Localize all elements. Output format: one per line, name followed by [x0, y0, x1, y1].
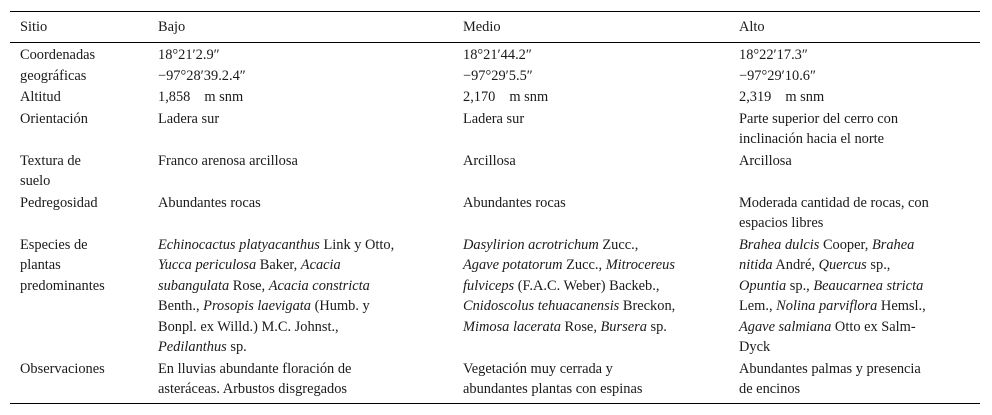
cell-line: abundantes plantas con espinas: [463, 381, 643, 397]
label-line: predominantes: [20, 277, 105, 294]
cell-line: de encinos: [739, 381, 801, 397]
table-row-observaciones: [10, 359, 980, 400]
row-label: Orientación: [20, 110, 88, 127]
species-name: Cnidoscolus tehuacanensis: [463, 298, 620, 314]
label-line: plantas: [20, 257, 61, 273]
species-line: [739, 255, 980, 276]
cell-bajo: Franco arenosa arcillosa: [158, 152, 298, 169]
species-line: [158, 255, 453, 276]
species-authority: Otto ex Salm-: [831, 318, 916, 335]
altitude-unit: m snm: [785, 89, 825, 105]
longitude-value: −97°28′39.2.4″: [158, 67, 246, 84]
species-line: [158, 296, 453, 317]
species-authority: Bonpl. ex Willd.) M.C. Johnst.,: [158, 318, 339, 335]
altitude-unit: m snm: [509, 89, 549, 105]
species-authority: Baker,: [256, 257, 301, 273]
species-authority: Rose,: [560, 318, 601, 335]
row-label: Pedregosidad: [20, 194, 98, 211]
species-name: Brahea dulcis: [739, 236, 820, 253]
species-line: [463, 235, 729, 256]
label-line: geográficas: [20, 67, 87, 84]
cell-line: espacios libres: [739, 215, 824, 231]
species-authority: sp.: [646, 318, 667, 335]
cell-bajo: [148, 235, 453, 358]
species-line: [739, 296, 980, 317]
table-row-especies: [10, 235, 980, 359]
cell-medio: [453, 45, 729, 86]
table-row-altitud: [10, 87, 980, 109]
species-authority: Lem.,: [739, 298, 777, 314]
cell-alto: Arcillosa: [739, 152, 792, 169]
species-name: Mitrocereus: [605, 257, 675, 273]
cell-line: En lluvias abundante floración de: [158, 360, 352, 377]
cell-medio: [453, 359, 729, 400]
species-name: Bursera: [600, 318, 647, 335]
species-line: [463, 276, 729, 297]
cell-bajo: Abundantes rocas: [158, 194, 261, 211]
species-name: Echinocactus platyacanthus: [158, 236, 320, 253]
row-label: [10, 45, 148, 86]
species-line: [739, 337, 980, 358]
species-line: [158, 235, 453, 256]
species-authority: Cooper,: [819, 236, 872, 253]
cell-bajo: [148, 359, 453, 400]
species-line: [158, 317, 453, 338]
species-name: nitida: [739, 257, 773, 273]
cell-bajo: Ladera sur: [158, 110, 220, 127]
altitude-value: 1,858: [158, 89, 191, 105]
site-characteristics-table: [10, 11, 980, 404]
latitude-value: 18°21′44.2″: [463, 47, 532, 63]
cell-medio: Arcillosa: [463, 152, 516, 169]
species-authority: Benth.,: [158, 298, 204, 314]
species-line: [158, 276, 453, 297]
species-line: [463, 255, 729, 276]
species-authority: Rose,: [229, 277, 269, 294]
latitude-value: 18°22′17.3″: [739, 47, 808, 63]
cell-line: Parte superior del cerro con: [739, 110, 899, 127]
species-authority: Link y Otto,: [319, 236, 395, 253]
species-line: [739, 276, 980, 297]
species-name: Agave potatorum: [463, 257, 563, 273]
row-label: Altitud: [20, 89, 61, 105]
cell-alto: [729, 193, 980, 234]
species-name: Acacia: [300, 257, 341, 273]
cell-medio: [453, 87, 729, 108]
label-line: Textura de: [20, 152, 81, 169]
species-name: Yucca periculosa: [158, 257, 257, 273]
cell-line: Abundantes palmas y presencia: [739, 360, 921, 377]
cell-medio: Abundantes rocas: [463, 194, 566, 211]
header-medio: Medio: [463, 18, 501, 35]
row-label: [10, 151, 148, 192]
species-name: Acacia constricta: [268, 277, 370, 294]
header-row: [10, 12, 980, 42]
species-line: [463, 317, 729, 338]
species-name: Quercus: [818, 257, 867, 273]
species-authority: Hemsl.,: [877, 298, 926, 314]
cell-line: Vegetación muy cerrada y: [463, 360, 613, 377]
header-sitio: Sitio: [20, 18, 48, 35]
species-name: Pedilanthus: [158, 339, 227, 355]
species-line: [739, 235, 980, 256]
altitude-unit: m snm: [204, 89, 244, 105]
altitude-value: 2,170: [463, 89, 496, 105]
cell-alto: [729, 87, 980, 108]
header-alto: Alto: [739, 18, 765, 35]
species-name: subangulata: [158, 277, 230, 294]
cell-line: inclinación hacia el norte: [739, 131, 885, 147]
cell-bajo: [148, 45, 453, 86]
cell-bajo: [148, 87, 453, 108]
species-name: Nolina parviflora: [776, 298, 878, 314]
table-row-textura: [10, 151, 980, 193]
table-row-orientacion: [10, 109, 980, 151]
species-authority: Zucc.,: [598, 236, 639, 253]
row-label: [10, 235, 148, 358]
species-line: [158, 337, 453, 358]
cell-line: Moderada cantidad de rocas, con: [739, 194, 929, 211]
label-line: suelo: [20, 173, 51, 189]
species-authority: Breckon,: [619, 298, 676, 314]
label-line: Especies de: [20, 236, 88, 253]
longitude-value: −97°29′5.5″: [463, 67, 533, 84]
species-authority: Dyck: [739, 339, 771, 355]
cell-line: asteráceas. Arbustos disgregados: [158, 381, 348, 397]
species-line: [739, 317, 980, 338]
bottom-rule: [10, 403, 980, 404]
species-authority: sp.,: [866, 257, 891, 273]
species-authority: André,: [772, 257, 819, 273]
species-name: Agave salmiana: [739, 318, 832, 335]
species-name: Mimosa lacerata: [463, 318, 561, 335]
table-row-pedregosidad: [10, 193, 980, 235]
species-authority: Zucc.,: [562, 257, 606, 273]
cell-alto: [729, 109, 980, 150]
species-authority: sp.: [226, 339, 247, 355]
species-name: fulviceps: [463, 277, 515, 294]
cell-alto: [729, 359, 980, 400]
latitude-value: 18°21′2.9″: [158, 47, 220, 63]
cell-alto: [729, 235, 980, 358]
species-name: Opuntia: [739, 277, 787, 294]
species-line: [463, 296, 729, 317]
species-name: Brahea: [871, 236, 915, 253]
row-label: Observaciones: [20, 360, 105, 377]
species-authority: sp.,: [786, 277, 814, 294]
cell-medio: [453, 235, 729, 358]
table-row-coordenadas: [10, 45, 980, 87]
cell-medio: Ladera sur: [463, 110, 525, 127]
species-name: Dasylirion acrotrichum: [463, 236, 599, 253]
altitude-value: 2,319: [739, 89, 772, 105]
species-name: Beaucarnea stricta: [813, 277, 924, 294]
header-bajo: Bajo: [158, 18, 186, 35]
label-line: Coordenadas: [20, 47, 96, 63]
longitude-value: −97°29′10.6″: [739, 67, 816, 84]
cell-alto: [729, 45, 980, 86]
species-name: Prosopis laevigata: [203, 298, 311, 314]
table-body: [10, 43, 980, 403]
species-authority: (F.A.C. Weber) Backeb.,: [514, 277, 660, 294]
species-authority: (Humb. y: [310, 298, 370, 314]
